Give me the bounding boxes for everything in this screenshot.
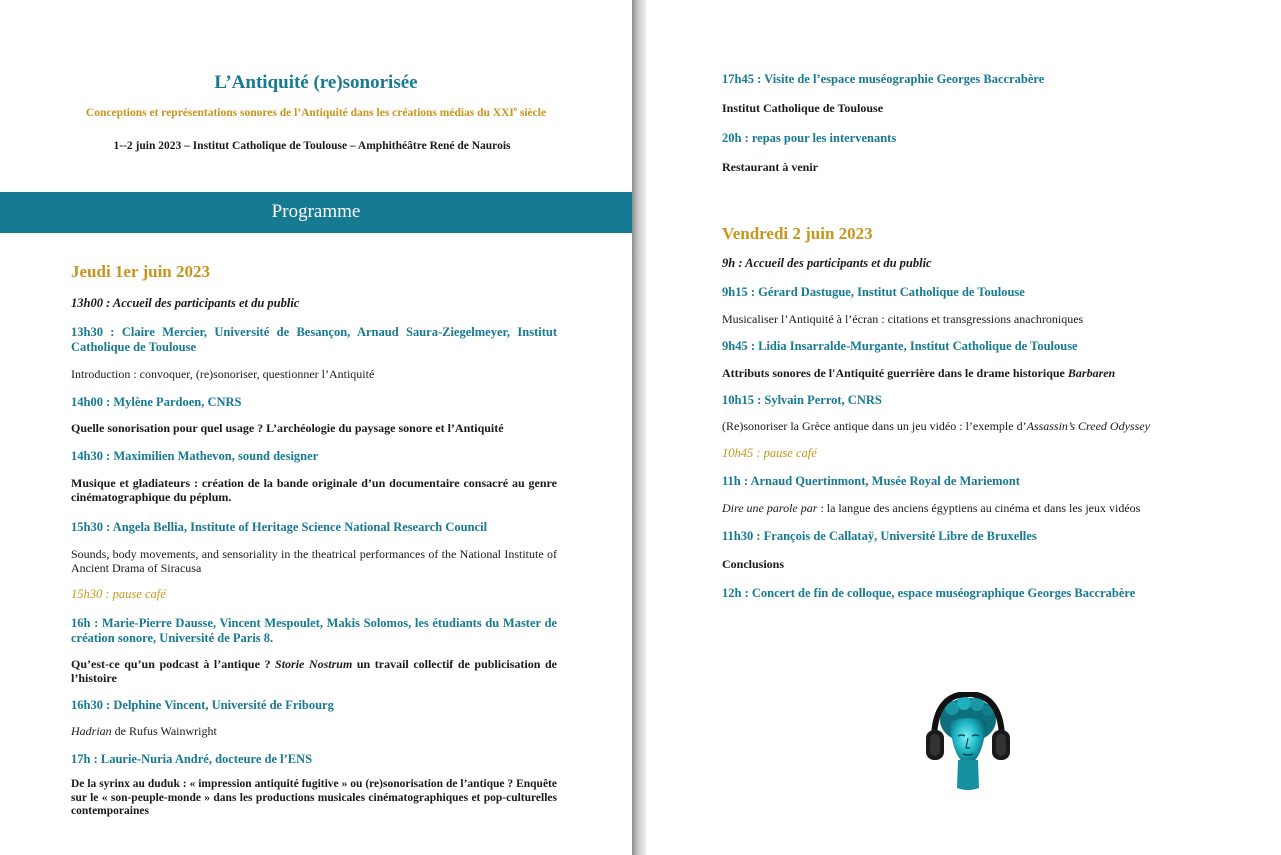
slot-1130: 11h30 : François de Callataÿ, Université Libre de Bruxelles <box>722 529 1037 543</box>
slot-1330: 13h30 : Claire Mercier, Université de Besançon, Arnaud Saura-Ziegelmeyer, Institut Catholique de Toulouse <box>71 325 557 354</box>
slot-1630: 16h30 : Delphine Vincent, Université de Fribourg <box>71 698 334 712</box>
slot-0945: 9h45 : Lidia Insarralde-Murgante, Institut Catholique de Toulouse <box>722 339 1078 353</box>
slot-1600: 16h : Marie-Pierre Dausse, Vincent Mespoulet, Makis Solomos, les étudiants du Master de création sonore, Université de Paris 8. <box>71 616 557 645</box>
desc-1130: Conclusions <box>722 557 785 571</box>
headphones-bust-icon <box>922 692 1014 794</box>
desc-1630: Hadrian de Rufus Wainwright <box>71 724 217 738</box>
slot-1200: 12h : Concert de fin de colloque, espace muséographique Georges Baccrabère <box>722 586 1136 600</box>
desc-1530: Sounds, body movements, and sensoriality in the theatrical performances of the National Institute of Ancient Drama of Siracusa <box>71 547 557 575</box>
desc-1400: Quelle sonorisation pour quel usage ? L’archéologie du paysage sonore et l’Antiquité <box>71 421 504 435</box>
slot-0900: 9h : Accueil des participants et du public <box>722 256 932 270</box>
slot-1530: 15h30 : Angela Bellia, Institute of Heritage Science National Research Council <box>71 520 488 534</box>
slot-0915: 9h15 : Gérard Dastugue, Institut Catholique de Toulouse <box>722 285 1025 299</box>
day2-heading: Vendredi 2 juin 2023 <box>722 224 873 243</box>
day1-heading: Jeudi 1er juin 2023 <box>71 262 211 281</box>
slot-1700: 17h : Laurie-Nuria André, docteure de l’ENS <box>71 752 313 766</box>
slot-2000: 20h : repas pour les intervenants <box>722 131 897 145</box>
desc-1600: Qu’est-ce qu’un podcast à l’antique ? Storie Nostrum un travail collectif de publicisation de l’histoire <box>71 657 557 685</box>
slot-1100: 11h : Arnaud Quertinmont, Musée Royal de Mariemont <box>722 474 1020 488</box>
desc-1700: De la syrinx au duduk : « impression antiquité fugitive » ou (re)sonorisation de l’antique ? Enquête sur le « son-peuple-monde » dans les productions musicales cinématographiques et pop-culturelles contemporaines <box>71 778 557 817</box>
slot-1015: 10h15 : Sylvain Perrot, CNRS <box>722 393 882 407</box>
slot-1430: 14h30 : Maximilien Mathevon, sound designer <box>71 449 319 463</box>
slot-1745: 17h45 : Visite de l’espace muséographie Georges Baccrabère <box>722 72 1045 86</box>
page-title: L’Antiquité (re)sonorisée <box>214 72 418 93</box>
right-page <box>646 0 1281 855</box>
visit-place: Institut Catholique de Toulouse <box>722 101 884 115</box>
desc-1430: Musique et gladiateurs : création de la bande originale d’un documentaire consacré au genre cinématographique du péplum. <box>71 476 557 504</box>
desc-1330: Introduction : convoquer, (re)sonoriser, questionner l’Antiquité <box>71 367 375 381</box>
slot-pause-cafe-2: 10h45 : pause café <box>722 446 817 460</box>
slot-pause-cafe-1: 15h30 : pause café <box>71 587 166 601</box>
dinner-place: Restaurant à venir <box>722 160 818 174</box>
subtitle: Conceptions et représentations sonores de l’Antiquité dans les créations médias du XXIe siècle <box>85 105 547 119</box>
desc-0915: Musicaliser l’Antiquité à l’écran : citations et transgressions anachroniques <box>722 312 1084 326</box>
dateline: 1--2 juin 2023 – Institut Catholique de Toulouse – Amphithéâtre René de Naurois <box>113 140 511 152</box>
programme-banner: Programme <box>0 192 632 233</box>
desc-0945: Attributs sonores de l'Antiquité guerrière dans le drame historique Barbaren <box>722 366 1116 380</box>
desc-1100: Dire une parole par : la langue des anciens égyptiens au cinéma et dans les jeux vidéos <box>722 501 1141 515</box>
left-page <box>0 0 632 855</box>
page-divider <box>632 0 646 855</box>
desc-1015: (Re)sonoriser la Grèce antique dans un jeu vidéo : l’exemple d’Assassin’s Creed Odyssey <box>722 419 1150 433</box>
slot-1300: 13h00 : Accueil des participants et du public <box>71 296 300 310</box>
slot-1400: 14h00 : Mylène Pardoen, CNRS <box>71 395 242 409</box>
